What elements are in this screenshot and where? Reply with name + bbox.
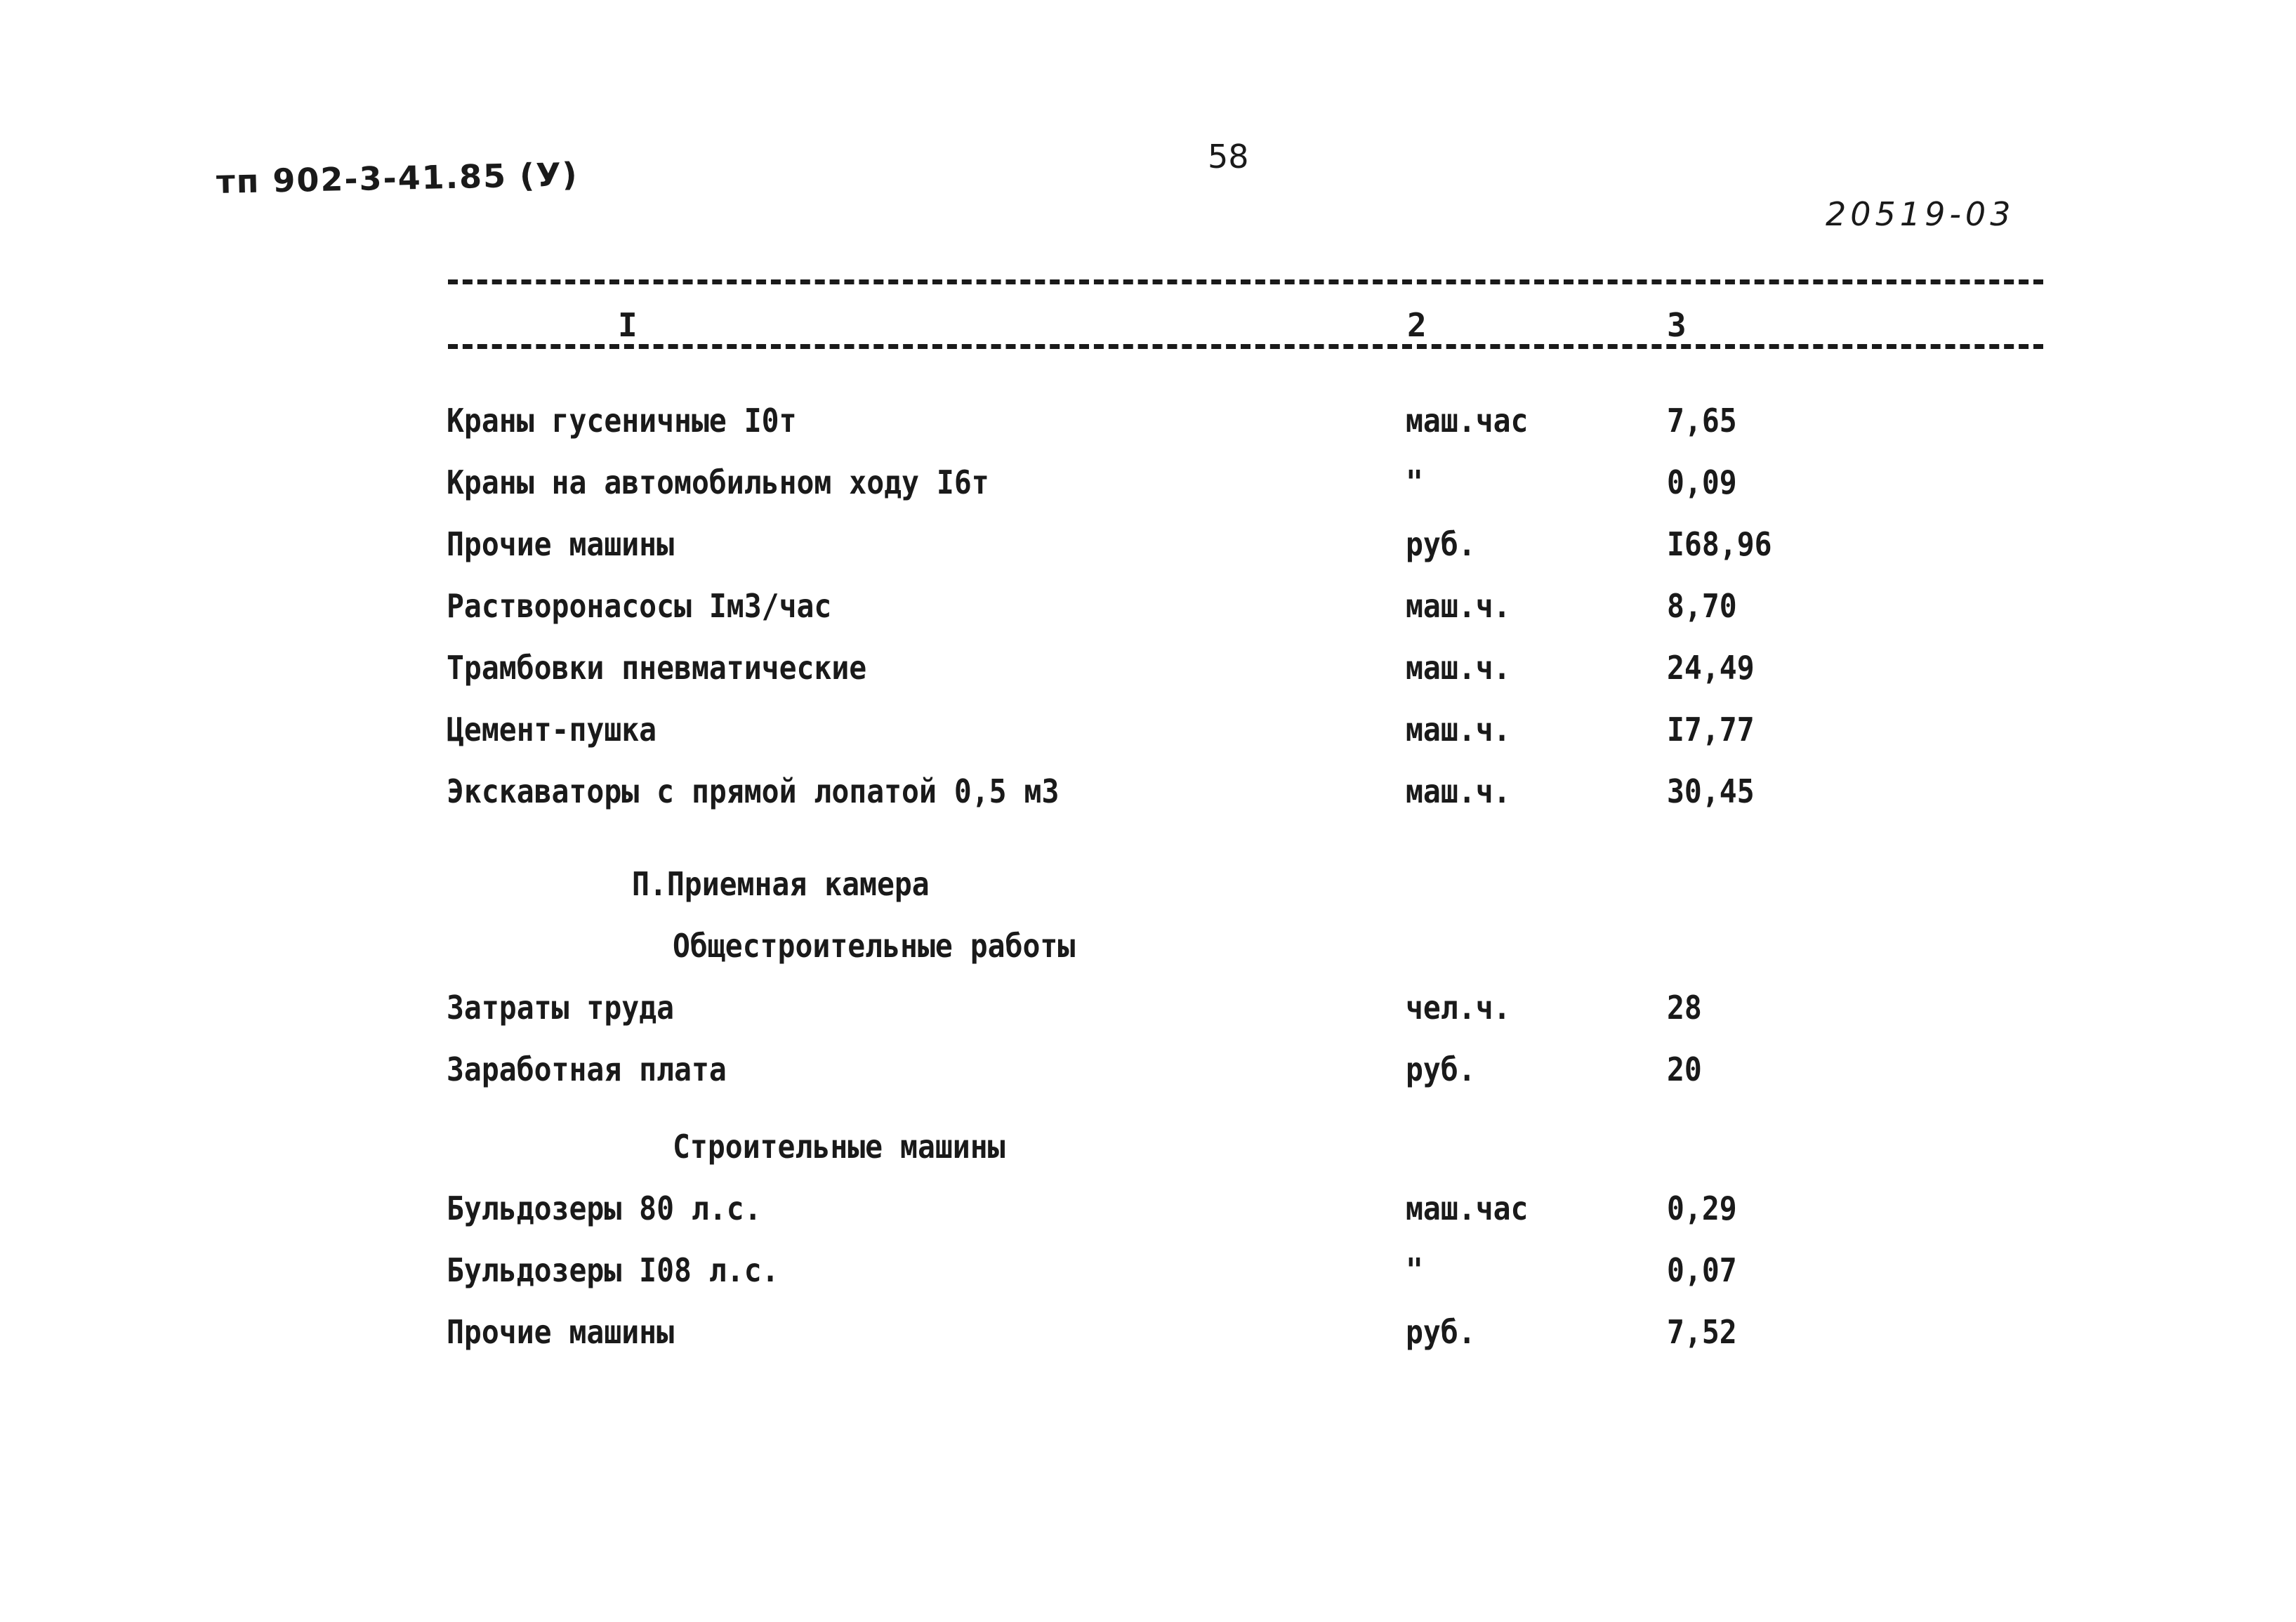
row-value: I7,77 bbox=[1667, 711, 1755, 749]
row-unit: " bbox=[1406, 1251, 1423, 1289]
row-unit: руб. bbox=[1406, 1313, 1476, 1351]
row-name: Прочие машины bbox=[447, 525, 675, 563]
row-unit: маш.ч. bbox=[1406, 711, 1511, 749]
row-name: Заработная плата bbox=[447, 1050, 727, 1088]
page-number: 58 bbox=[1208, 138, 1249, 176]
row-unit: маш.ч. bbox=[1406, 587, 1511, 625]
row-name: Затраты труда bbox=[447, 989, 675, 1027]
row-name: Прочие машины bbox=[447, 1313, 675, 1351]
row-unit: маш.ч. bbox=[1406, 649, 1511, 687]
row-value: 0,09 bbox=[1667, 463, 1737, 501]
row-value: 7,52 bbox=[1667, 1313, 1737, 1351]
row-unit: маш.ч. bbox=[1406, 772, 1511, 810]
row-value: 20 bbox=[1667, 1050, 1702, 1088]
row-name: Краны гусеничные I0т bbox=[447, 402, 797, 440]
column-header-3: 3 bbox=[1667, 306, 1687, 344]
section-title: П.Приемная камера bbox=[632, 865, 930, 903]
row-name: Экскаваторы с прямой лопатой 0,5 м3 bbox=[447, 772, 1060, 810]
row-value: 8,70 bbox=[1667, 587, 1737, 625]
section-subtitle: Строительные машины bbox=[673, 1128, 1005, 1166]
row-value: 7,65 bbox=[1667, 402, 1737, 440]
table-top-rule bbox=[448, 279, 2043, 284]
row-unit: маш.час bbox=[1406, 1189, 1529, 1227]
row-name: Краны на автомобильном ходу I6т bbox=[447, 463, 989, 501]
row-unit: чел.ч. bbox=[1406, 989, 1511, 1027]
row-unit: руб. bbox=[1406, 1050, 1476, 1088]
row-value: 30,45 bbox=[1667, 772, 1755, 810]
row-value: 24,49 bbox=[1667, 649, 1755, 687]
column-header-1: I bbox=[618, 306, 638, 344]
column-header-2: 2 bbox=[1407, 306, 1427, 344]
document-code: тп 902-3-41.85 (У) bbox=[216, 155, 579, 201]
row-name: Бульдозеры I08 л.с. bbox=[447, 1251, 779, 1289]
row-unit: маш.час bbox=[1406, 402, 1529, 440]
row-value: 0,29 bbox=[1667, 1189, 1737, 1227]
row-unit: " bbox=[1406, 463, 1423, 501]
table-header-rule bbox=[448, 344, 2043, 349]
row-value: 28 bbox=[1667, 989, 1702, 1027]
row-name: Растворонасосы Iм3/час bbox=[447, 587, 832, 625]
row-unit: руб. bbox=[1406, 525, 1476, 563]
row-name: Цемент-пушка bbox=[447, 711, 657, 749]
row-value: 0,07 bbox=[1667, 1251, 1737, 1289]
row-value: I68,96 bbox=[1667, 525, 1772, 563]
section-subtitle: Общестроительные работы bbox=[673, 927, 1076, 965]
row-name: Трамбовки пневматические bbox=[447, 649, 867, 687]
archive-number: 20519-03 bbox=[1826, 195, 2015, 233]
row-name: Бульдозеры 80 л.с. bbox=[447, 1189, 762, 1227]
